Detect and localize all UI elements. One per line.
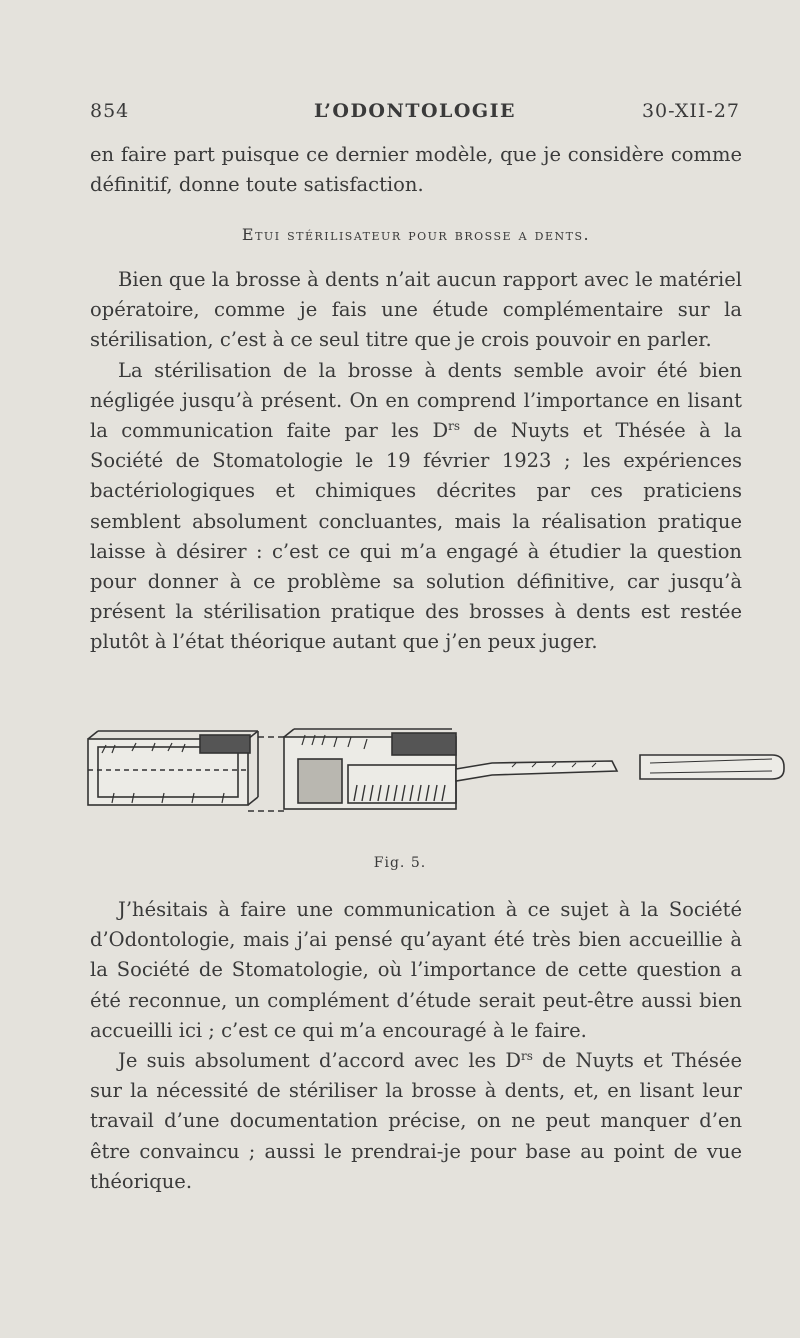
sterilizer-case-closed [88, 731, 258, 805]
brush-handle-tube [640, 755, 784, 779]
paragraph-2 [90, 356, 742, 658]
issue-date: 30-XII-27 [641, 100, 740, 122]
paragraph-4 [90, 1046, 742, 1197]
paragraph-2-part-1: La stérilisation de la brosse à dents semble avoir été bien négligée jusqu’à présent. On en comprend l’importance en lisant la communication faite par les D [90, 358, 742, 443]
body-text-2 [90, 895, 742, 1197]
intro-paragraph: en faire part puisque ce dernier modèle, que je considère comme définitif, donne toute satisfaction. [90, 143, 742, 197]
body-text-1 [90, 265, 742, 658]
paragraph-2-part-2: de Nuyts et Thésée à la Société de Stomatologie le 19 février 1923 ; les expériences bactériologiques et chimiques décrites par ces praticiens semblent absolument concluantes, mais la réalisation pratique laisse à désirer : c’est ce qui m’a engagé à étudier la question pour donner à ce problème sa solution définitive, car jusqu’à présent la stérilisation pratique des brosses à dents est restée plutôt à l’état théorique autant que j’en peux juger. [90, 419, 742, 654]
figure-caption: Fig. 5. [373, 855, 427, 871]
paragraph-1: Bien que la brosse à dents n’ait aucun rapport avec le matériel opératoire, comme je fais une étude complémentaire sur la stérilisation, c’est à ce seul titre que je crois pouvoir en parler. [90, 268, 742, 352]
doctors-abbrev-sup-2: rs [521, 1049, 533, 1064]
paragraph-3: J’hésitais à faire une communication à ce sujet à la Société d’Odontologie, mais j’ai pensé qu’ayant été très bien accueillie à la Société de Stomatologie, où l’importance de cette question a été reconnue, un complément d’étude serait peut-être aussi bien accueilli ici ; c’est ce qui m’a encouragé à le faire. [90, 898, 742, 1042]
section-heading: Etui stérilisateur pour brosse a dents. [241, 225, 591, 244]
page-number: 854 [90, 100, 130, 122]
intro-text [90, 140, 742, 200]
toothbrush-sterilizer-figure [72, 725, 787, 825]
paragraph-4-part-1: Je suis absolument d’accord avec les D [118, 1049, 521, 1073]
paragraph-4-part-2: de Nuyts et Thésée sur la nécessité de stériliser la brosse à dents, et, en lisant leur travail d’une documentation précise, on ne peut manquer d’en être convaincu ; aussi le prendrai-je pour base au point de vue théorique. [90, 1049, 742, 1193]
sterilizer-case-open [248, 729, 456, 811]
running-header [90, 100, 740, 130]
journal-title: L’ODONTOLOGIE [313, 100, 517, 122]
doctors-abbrev-sup: rs [448, 419, 461, 434]
